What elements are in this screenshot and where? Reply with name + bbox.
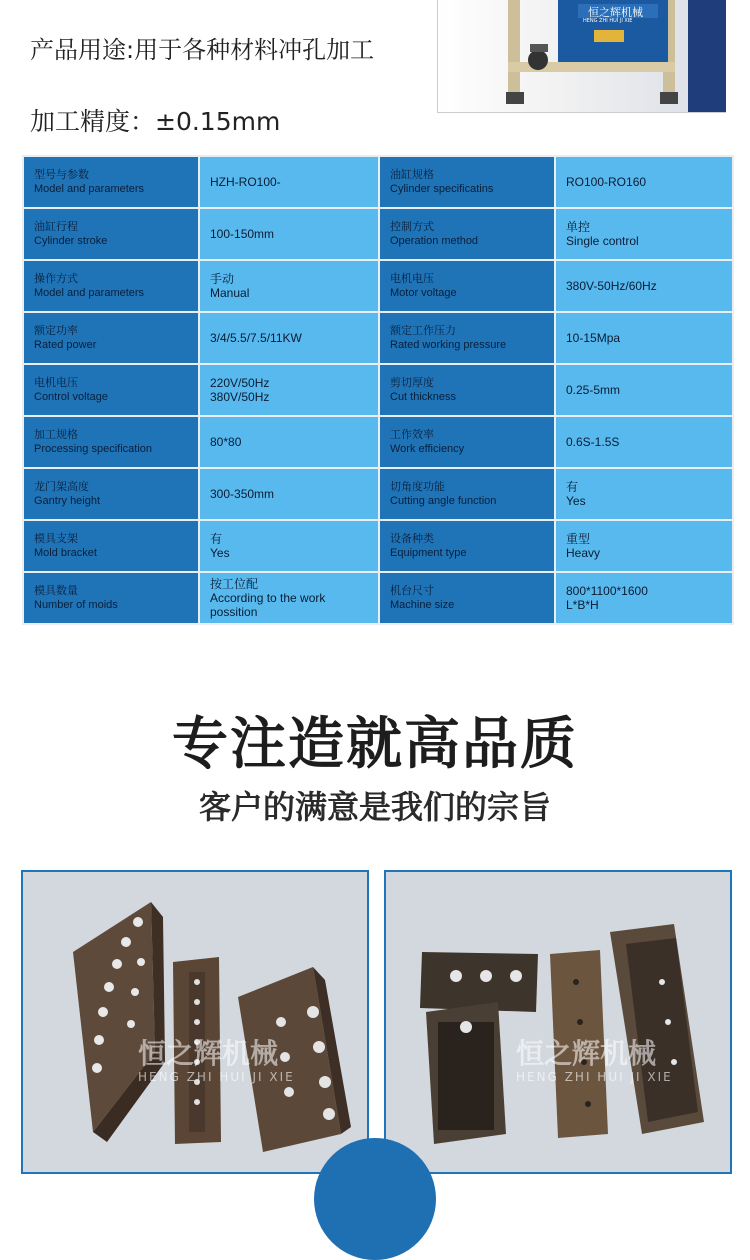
spec-value: 380V-50Hz/60Hz	[566, 279, 657, 293]
spec-label-cell	[23, 572, 199, 624]
watermark-right-pinyin: HENG ZHI HUI JI XIE	[516, 1070, 673, 1084]
spec-value: 0.25-5mm	[566, 383, 621, 397]
spec-value-cell	[199, 312, 379, 364]
punched-tubes-illustration	[386, 872, 730, 1172]
spec-label-cn: 型号与参数	[34, 169, 89, 181]
spec-row	[23, 572, 733, 624]
spec-label-en: Processing specification	[34, 443, 153, 455]
spec-value: 重型	[566, 532, 591, 546]
spec-label-cell	[23, 208, 199, 260]
spec-row	[23, 416, 733, 468]
spec-label-cell	[379, 260, 555, 312]
spec-label-cn: 机台尺寸	[390, 585, 434, 597]
spec-value-cell	[555, 520, 733, 572]
spec-value: 单控	[566, 220, 591, 234]
spec-value-secondary: Yes	[210, 546, 230, 560]
machine-illustration	[438, 0, 726, 112]
watermark-left: 恒之辉机械	[138, 1037, 279, 1070]
spec-label-cell	[379, 572, 555, 624]
spec-row	[23, 520, 733, 572]
spec-value-secondary: According to the work possition	[210, 591, 326, 619]
spec-label-cn: 电机电压	[34, 377, 78, 389]
spec-value-cell	[555, 364, 733, 416]
spec-value-secondary: L*B*H	[566, 598, 599, 612]
spec-value-cell	[555, 312, 733, 364]
spec-label-cell	[23, 156, 199, 208]
spec-label-cell	[379, 156, 555, 208]
spec-value-cell	[199, 468, 379, 520]
spec-value-cell	[199, 364, 379, 416]
spec-value-secondary: Single control	[566, 234, 639, 248]
spec-value-cell	[555, 468, 733, 520]
product-usage: 产品用途:用于各种材料冲孔加工	[30, 36, 375, 64]
spec-label-cell	[23, 260, 199, 312]
spec-value-cell	[199, 208, 379, 260]
spec-value: 有	[566, 480, 579, 494]
machine-brand-text: 恒之辉机械	[588, 6, 643, 19]
spec-value: 800*1100*1600	[566, 584, 648, 598]
spec-label-en: Number of moids	[34, 599, 118, 611]
spec-label-cn: 加工规格	[34, 429, 78, 441]
spec-value: 有	[210, 532, 223, 546]
spec-label-cn: 电机电压	[390, 273, 434, 285]
spec-label-en: Rated working pressure	[390, 339, 507, 351]
slogan-sub: 客户的满意是我们的宗旨	[198, 788, 551, 826]
spec-value-cell	[199, 260, 379, 312]
spec-value-cell	[199, 156, 379, 208]
spec-value-secondary: Heavy	[566, 546, 601, 560]
spec-label-cn: 模具支架	[34, 533, 78, 545]
spec-label-en: Mold bracket	[34, 547, 97, 559]
spec-value: RO100-RO160	[566, 175, 647, 189]
spec-value-cell	[199, 572, 379, 624]
spec-value-cell	[555, 208, 733, 260]
spec-value: 按工位配	[210, 577, 259, 591]
spec-label-en: Control voltage	[34, 391, 108, 403]
spec-label-cn: 设备种类	[390, 533, 434, 545]
spec-label-en: Cutting angle function	[390, 495, 497, 507]
spec-label-cn: 模具数量	[34, 585, 78, 597]
spec-label-cell	[379, 312, 555, 364]
sample-photo-right	[384, 870, 732, 1174]
spec-label-cn: 剪切厚度	[390, 377, 434, 389]
spec-label-cell	[23, 520, 199, 572]
punched-profiles-illustration	[23, 872, 367, 1172]
spec-value-cell	[199, 520, 379, 572]
spec-value: 0.6S-1.5S	[566, 435, 620, 449]
spec-label-cell	[23, 312, 199, 364]
spec-label-en: Cut thickness	[390, 391, 457, 403]
spec-row	[23, 260, 733, 312]
spec-value-secondary: 380V/50Hz	[210, 390, 270, 404]
spec-row	[23, 468, 733, 520]
watermark-left-pinyin: HENG ZHI HUI JI XIE	[138, 1070, 295, 1084]
spec-value: HZH-RO100-	[210, 175, 281, 189]
spec-label-cell	[379, 520, 555, 572]
sample-photo-left	[21, 870, 369, 1174]
slogan-main: 专注造就高品质	[172, 712, 578, 777]
spec-label-cn: 油缸行程	[34, 221, 78, 233]
spec-label-cell	[379, 208, 555, 260]
spec-value: 3/4/5.5/7.5/11KW	[210, 331, 302, 345]
spec-label-cn: 额定工作压力	[390, 325, 456, 337]
spec-label-cell	[23, 468, 199, 520]
spec-value-secondary: Yes	[566, 494, 586, 508]
spec-label-cell	[379, 468, 555, 520]
spec-label-en: Operation method	[390, 235, 479, 247]
spec-label-cell	[23, 364, 199, 416]
machine-photo	[437, 0, 726, 113]
spec-value-cell	[555, 416, 733, 468]
spec-row	[23, 312, 733, 364]
watermark-right: 恒之辉机械	[516, 1037, 657, 1070]
spec-label-en: Motor voltage	[390, 287, 457, 299]
spec-value: 手动	[210, 272, 235, 286]
spec-label-en: Gantry height	[34, 495, 101, 507]
spec-value: 100-150mm	[210, 227, 275, 241]
spec-label-cell	[379, 364, 555, 416]
spec-value: 80*80	[210, 435, 242, 449]
spec-label-en: Equipment type	[390, 547, 467, 559]
spec-label-cn: 油缸规格	[390, 169, 434, 181]
spec-label-en: Rated power	[34, 339, 97, 351]
spec-value: 220V/50Hz	[210, 376, 270, 390]
spec-label-cell	[379, 416, 555, 468]
spec-label-cn: 工作效率	[390, 429, 434, 441]
spec-label-cn: 操作方式	[34, 273, 78, 285]
spec-value-cell	[555, 156, 733, 208]
decorative-circle	[314, 1138, 436, 1260]
spec-label-cn: 控制方式	[390, 221, 434, 233]
spec-row	[23, 208, 733, 260]
spec-label-cell	[23, 416, 199, 468]
spec-row	[23, 364, 733, 416]
spec-label-en: Cylinder specificatins	[390, 183, 494, 195]
spec-table	[22, 155, 734, 625]
spec-value-cell	[199, 416, 379, 468]
processing-precision: 加工精度：±0.15mm	[30, 107, 281, 136]
spec-value-cell	[555, 260, 733, 312]
spec-value: 10-15Mpa	[566, 331, 621, 345]
spec-value-cell	[555, 572, 733, 624]
machine-brand-pinyin: HENG ZHI HUI JI XIE	[583, 18, 633, 24]
spec-label-en: Machine size	[390, 599, 455, 611]
spec-label-en: Work efficiency	[390, 443, 465, 455]
spec-label-cn: 额定功率	[34, 325, 78, 337]
spec-label-en: Model and parameters	[34, 287, 145, 299]
spec-label-en: Model and parameters	[34, 183, 145, 195]
spec-label-cn: 切角度功能	[390, 481, 445, 493]
spec-label-cn: 龙门架高度	[34, 481, 89, 493]
spec-label-en: Cylinder stroke	[34, 235, 108, 247]
spec-row	[23, 156, 733, 208]
spec-value-secondary: Manual	[210, 286, 250, 300]
spec-value: 300-350mm	[210, 487, 275, 501]
